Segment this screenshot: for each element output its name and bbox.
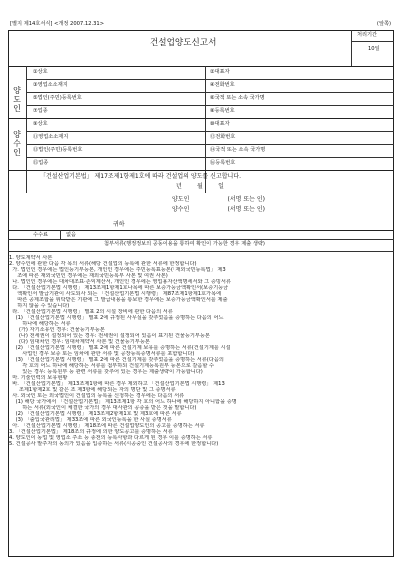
divider bbox=[26, 157, 394, 158]
fee-label: 수수료 bbox=[33, 232, 49, 238]
paper-side-label: (앞쪽) bbox=[376, 21, 391, 27]
attachment-item: 있는 경우: 등록원부 등 관련 서류를 갖추어 있는 경우는 제출생략이 가능합니다) bbox=[9, 369, 203, 376]
attachment-item: 라. 「건설산업기본법 시행령」 별표 2의 시설 장비에 관한 다음의 서류 bbox=[9, 309, 173, 316]
divider bbox=[351, 30, 352, 66]
transferor-trade-name-field[interactable]: ①상호 bbox=[33, 69, 48, 75]
transferee-section-label: 양 수 인 bbox=[13, 130, 21, 157]
attachment-item: (1) 해당 국가에서 「건설산업기본법」 제13조제1항 각 호의 어느 하나에 해당하지 아니함을 증명 bbox=[9, 399, 237, 406]
attachment-item: (다) 임대차인 경우: 임대차계약서 사본 및 건물등기부등본 bbox=[9, 339, 150, 346]
transferee-office-address-field[interactable]: ⑪영업소소재지 bbox=[33, 134, 69, 140]
form-title: 건설업양도신고서 bbox=[150, 38, 217, 48]
transferee-signature[interactable]: 양수인 (서명 또는 인) bbox=[172, 206, 266, 213]
divider bbox=[26, 79, 394, 80]
attachment-item: 가. 법인인 경우에는 법인등기부등본, 개인인 경우에는 주민등록표등본(「재외국민등록법」 제3 bbox=[9, 267, 226, 274]
attachment-item: 다. 「건설산업기본법 시행령」 제13조제1항제1호나목에 따른 보증가능금액확인서(보증기능금 bbox=[9, 285, 229, 292]
transferor-representative-field[interactable]: ②대표자 bbox=[210, 69, 230, 75]
divider bbox=[8, 66, 394, 67]
attachment-item: (1) 「건설산업기본법 시행령」 별표 2에 규정된 사무실을 갖추었음을 증명하는 다음의 어느 bbox=[9, 315, 224, 322]
transferee-registration-no-field[interactable]: ⑯등록번호 bbox=[210, 160, 236, 166]
transferee-trade-name-field[interactable]: ⑨상호 bbox=[33, 121, 48, 127]
transferor-section-label: 양 도 인 bbox=[13, 86, 21, 113]
divider bbox=[26, 92, 394, 93]
attachment-item: 아. 「건설산업기본법 시행령」 제18조에 따른 건설업양도인의 공고를 증명하는 서류 bbox=[9, 423, 205, 430]
transferee-business-type-field[interactable]: ⑮업종 bbox=[33, 160, 49, 166]
attachment-item: 하는 서류(외국인이 체결한 국가의 경우 대사관의 공증을 받은 것을 말합니다) bbox=[9, 405, 197, 412]
declaration-date[interactable]: 년 월 일 bbox=[176, 183, 224, 190]
attachment-item: (나) 전세권이 설정되어 있는 경우: 전세권이 설정되어 있음이 표기된 건물등기부등본 bbox=[9, 333, 210, 340]
attachment-item: 5. 건설공사 발주자의 동의가 있음을 입증하는 서류(시공중인 건설공사의 경우에 한정합니다) bbox=[9, 441, 219, 448]
addressee: 귀하 bbox=[113, 221, 125, 228]
transferor-business-type-field[interactable]: ⑦업종 bbox=[33, 108, 48, 114]
attachment-item: (가) 자기소유인 경우: 건물등기부등본 bbox=[9, 327, 105, 334]
attachments-list bbox=[9, 255, 393, 448]
divider bbox=[26, 131, 394, 132]
divider bbox=[26, 144, 394, 145]
attachment-item: (2) 「건설산업기본법 시행령」 별표 2에 따른 건설기계 보유를 증명하는 서류(건설기계를 시설 bbox=[9, 345, 231, 352]
attachment-item: 조제1항제2호 및 같은 조 제3항에 해당되는 자의 명단 및 그 증명서류 bbox=[9, 387, 176, 394]
transferee-representative-field[interactable]: ⑩대표자 bbox=[210, 121, 230, 127]
attachment-item: 4. 양도인이 동업 및 영업소 주소 등 종전의 등록사항과 다르게 된 경우 이를 증명하는 서류 bbox=[9, 435, 213, 442]
attachment-item: 나. 법인인 경우에는 대차대조표·손익계산서, 개인인 경우에는 영업용자산액명세서와 그 증빙서류 bbox=[9, 279, 231, 286]
form-number: [별지 제14호서식] <개정 2007.12.31> bbox=[10, 21, 105, 27]
attachment-item: 하나에 해당하는 서류 bbox=[9, 321, 71, 328]
attachment-item: 각 호의 어느 하나에 해당하는 서류를 첨부하되 건설기계등록원부 등본으로 갈음할 수 bbox=[9, 363, 215, 370]
divider bbox=[8, 239, 394, 240]
divider bbox=[60, 230, 61, 239]
attachment-item: (3) 「건설산업기본법 시행령」 별표 2에 따른 건설기계를 갖추었음을 증명하는 서류(다음의 bbox=[9, 357, 224, 364]
transferee-nationality-field[interactable]: ⑭국적 또는 소속 국가명 bbox=[210, 147, 266, 153]
transferee-phone-field[interactable]: ⑫전화번호 bbox=[210, 134, 236, 140]
declaration-statement: 「건설산업기본법」 제17조제1항제1호에 따라 건설업의 양도를 신고합니다. bbox=[40, 173, 242, 180]
transferor-registration-no-field[interactable]: ⑧등록번호 bbox=[210, 108, 235, 114]
attachment-item: 1. 양도계약서 사본 bbox=[9, 255, 53, 261]
divider bbox=[8, 230, 394, 231]
transferor-signature[interactable]: 양도인 (서명 또는 인) bbox=[172, 196, 266, 203]
divider bbox=[351, 41, 394, 42]
attachment-item: 바. 「건설산업기본법」 제13조제1항에 따른 경우 제외하고 「건설산업기본법 시행령」 제13 bbox=[9, 381, 225, 388]
transferor-registration-number-field[interactable]: ⑤법인(주민)등록번호 bbox=[33, 95, 82, 101]
attachment-item: 조에 따른 재외국민인 경우에는 재외국민등록부 사본 및 여권 사본) bbox=[9, 273, 168, 280]
divider bbox=[8, 170, 394, 171]
attachments-title: 첨부서류(행정정보의 공동이용을 통하여 확인이 가능한 경우 제출 생략) bbox=[104, 241, 265, 247]
transferee-registration-number-field[interactable]: ⑬법인(주민)등록번호 bbox=[33, 147, 83, 153]
divider bbox=[8, 118, 394, 119]
attachment-item: 따른 공제조합을 위탁받은 기관에 그 발급내용을 통보한 경우에는 보증가능금액확인서를 제출 bbox=[9, 297, 228, 304]
attachment-item: 하지 않을 수 있습니다) bbox=[9, 303, 70, 310]
attachment-item: 마. 기술인력의 보유현황 bbox=[9, 375, 68, 382]
transferor-phone-field[interactable]: ④전화번호 bbox=[210, 82, 235, 88]
fee-value: 없음 bbox=[66, 232, 77, 238]
attachment-item: 2. 양수인에 관한 다음 각 목의 서류(해당 건설업의 등록에 관한 서류에 한정합니다) bbox=[9, 261, 197, 268]
attachment-item: 사. 외국인 또는 외국법인이 건설업의 등록을 신청하는 경우에는 다음의 서류 bbox=[9, 393, 185, 400]
attachment-item: 사업인 경우 보증 또는 임차에 관한 서류 및 공장등록증명서류를 포함합니다) bbox=[9, 351, 195, 358]
attachment-item: 액확인서 발급기관이 사도되사 되는 「건설산업기본법 시행령」 제87조제1항제1호가목에 bbox=[9, 291, 222, 298]
processing-period-value: 10일 bbox=[368, 46, 380, 52]
divider bbox=[8, 251, 394, 252]
transferor-office-address-field[interactable]: ③영업소소재지 bbox=[33, 82, 68, 88]
processing-period-label: 처리기간 bbox=[357, 32, 378, 38]
transferor-nationality-field[interactable]: ⑥국적 또는 소속 국가명 bbox=[210, 95, 265, 101]
divider bbox=[26, 105, 394, 106]
attachment-item: 3. 「건설산업기본법」 제18조의 규정에 의한 양도공고를 증명하는 서류 bbox=[9, 429, 173, 436]
attachment-item: (3) 「출입국관리법」 제33조에 따른 외국인등록을 한 사실 증명서류 bbox=[9, 417, 172, 424]
divider bbox=[26, 66, 27, 193]
attachment-item: (2) 「건설산업기본법 시행령」 제13조제2항제1호 및 제3호에 따른 서류 bbox=[9, 411, 182, 418]
